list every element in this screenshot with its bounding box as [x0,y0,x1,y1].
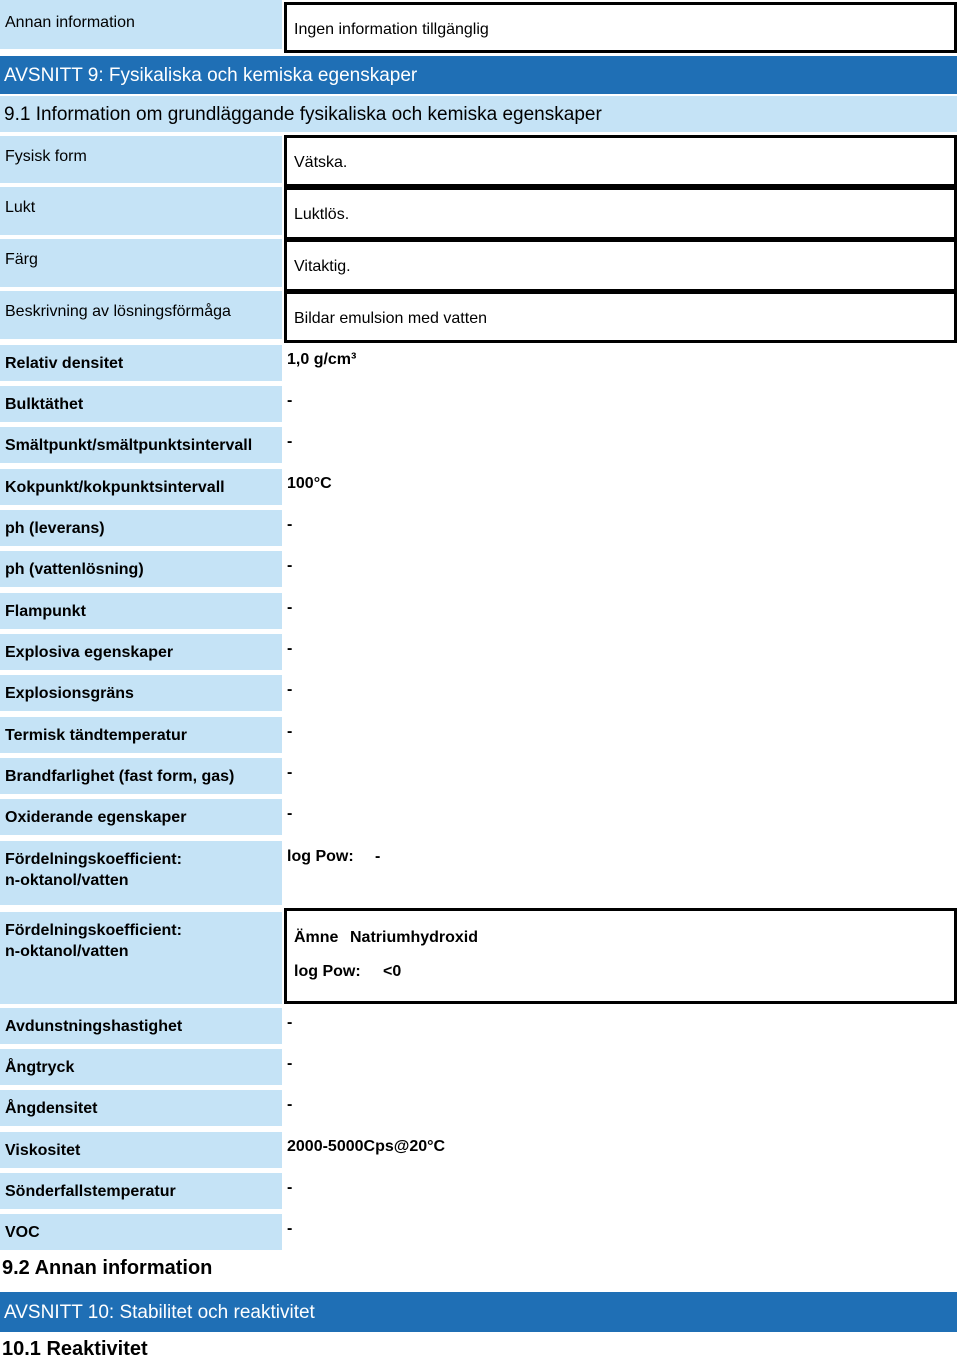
value-fysisk-form [284,135,957,187]
label-relativ-densitet [0,345,282,381]
label-text: VOC [5,1224,40,1241]
value-relativ-densitet: 1,0 g/cm³ [287,351,357,368]
label-text: Beskrivning av lösningsförmåga [5,303,231,320]
value-tandtemperatur: - [287,723,293,740]
section-9-1-header [0,96,957,132]
label-line1: Fördelningskoefficient: [5,922,182,939]
value-flampunkt: - [287,599,293,616]
section-10-1-title: 10.1 Reaktivitet [2,1338,148,1360]
value-angdensitet: - [287,1096,293,1113]
label-text: Termisk tändtemperatur [5,727,187,744]
value-text: Bildar emulsion med vatten [294,310,487,327]
label-farg [0,239,282,287]
label-text: Annan information [5,14,135,31]
value-avdunstningshastighet: - [287,1014,293,1031]
label-lukt [0,187,282,235]
label-angdensitet [0,1090,282,1126]
value-angtryck: - [287,1055,293,1072]
value-ph-vattenlosning: - [287,557,293,574]
label-line2: n-oktanol/vatten [5,943,129,960]
label-ph-leverans [0,510,282,546]
label-bulktathet [0,386,282,422]
label-oxiderande [0,799,282,835]
label-explosionsgrans [0,675,282,711]
label-smaltpunkt [0,427,282,463]
label-kokpunkt [0,469,282,505]
section-9-1-title: 9.1 Information om grundläggande fysikaliska och kemiska egenskaper [4,104,602,125]
label-text: Flampunkt [5,603,86,620]
label-text: Oxiderande egenskaper [5,809,187,826]
label-text: Avdunstningshastighet [5,1018,183,1035]
value-brandfarlighet: - [287,764,293,781]
label-text: Smältpunkt/smältpunktsintervall [5,437,253,454]
label-line2: n-oktanol/vatten [5,872,129,889]
label-flampunkt [0,593,282,629]
value-bulktathet: - [287,392,293,409]
label-text: ph (leverans) [5,520,105,537]
label-voc [0,1214,282,1250]
label-text: Sönderfallstemperatur [5,1183,176,1200]
value-text: Ingen information tillgänglig [294,21,489,38]
label-text: Relativ densitet [5,355,124,372]
section-9-2-title: 9.2 Annan information [2,1257,213,1279]
label-brandfarlighet [0,758,282,794]
logpow-value: - [375,848,381,865]
label-text: Färg [5,251,38,268]
value-viskositet: 2000-5000Cps@20°C [287,1138,446,1155]
label-text: Viskositet [5,1142,81,1159]
label-text: Explosiva egenskaper [5,644,174,661]
label-sonderfallstemperatur [0,1173,282,1209]
label-text: Bulktäthet [5,396,84,413]
label-text: Ångdensitet [5,1100,98,1117]
label-text: Brandfarlighet (fast form, gas) [5,768,235,785]
value-ph-leverans: - [287,516,293,533]
label-text: ph (vattenlösning) [5,561,144,578]
logpow-label: log Pow: [287,848,354,865]
label-losningsformaga [0,291,282,339]
section-10-header [0,1292,957,1332]
label-text: Explosionsgräns [5,685,134,702]
section-9-title: AVSNITT 9: Fysikaliska och kemiska egenskaper [4,65,418,86]
label-text: Ångtryck [5,1059,75,1076]
label-line1: Fördelningskoefficient: [5,851,182,868]
value-lukt [284,187,957,240]
value-text: Luktlös. [294,206,350,223]
value-smaltpunkt: - [287,433,293,450]
label-text: Lukt [5,199,36,216]
label-fordelningskoefficient-1 [0,841,282,905]
substance-value: Natriumhydroxid [350,929,479,946]
value-explosionsgrans: - [287,681,293,698]
label-angtryck [0,1049,282,1085]
section-9-header [0,56,957,94]
value-text: Vitaktig. [294,258,351,275]
logpow-value: <0 [383,963,402,980]
value-fordelningskoefficient-2 [284,908,957,1004]
label-annan-information [0,0,282,49]
value-oxiderande: - [287,805,293,822]
label-explosiva [0,634,282,670]
label-avdunstningshastighet [0,1008,282,1044]
label-viskositet [0,1132,282,1168]
label-text: Kokpunkt/kokpunktsintervall [5,479,225,496]
value-annan-information [284,2,957,53]
value-kokpunkt: 100°C [287,475,332,492]
value-farg [284,239,957,292]
label-text: Fysisk form [5,148,87,165]
value-losningsformaga [284,291,957,343]
label-fordelningskoefficient-2 [0,912,282,1004]
value-sonderfallstemperatur: - [287,1179,293,1196]
logpow-label: log Pow: [294,963,361,980]
value-explosiva: - [287,640,293,657]
label-ph-vattenlosning [0,551,282,587]
label-fysisk-form [0,136,282,183]
section-10-title: AVSNITT 10: Stabilitet och reaktivitet [4,1302,315,1323]
label-tandtemperatur [0,717,282,753]
value-voc: - [287,1220,293,1237]
substance-label: Ämne [294,929,339,946]
value-text: Vätska. [294,154,348,171]
